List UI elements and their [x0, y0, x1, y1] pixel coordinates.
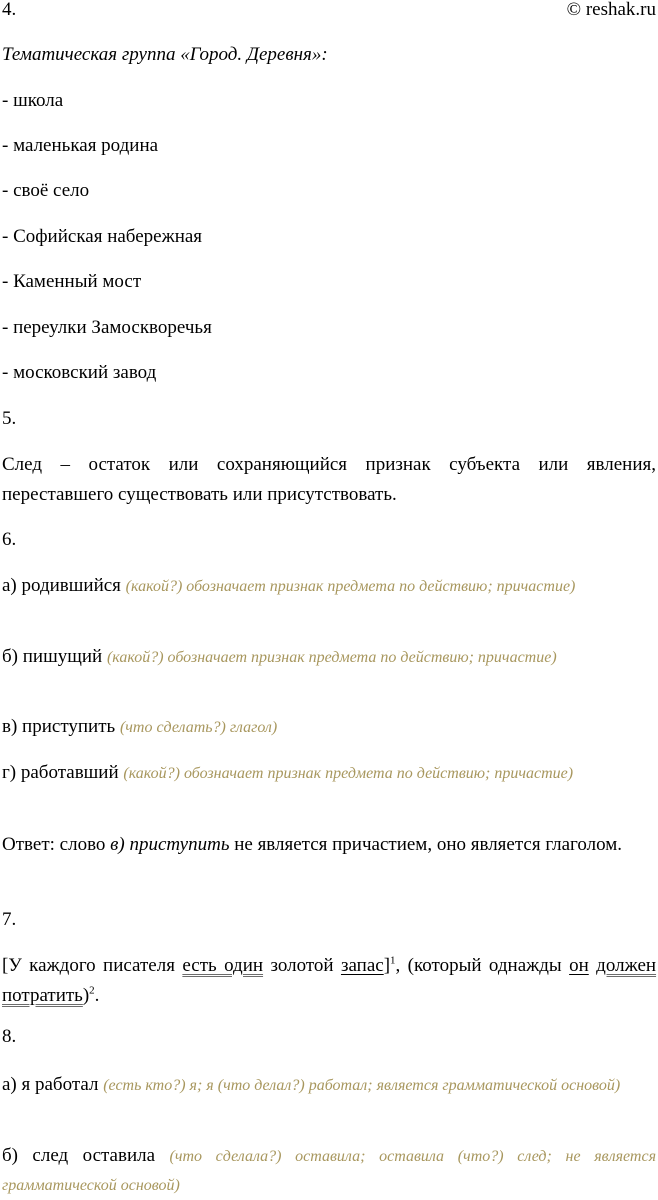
list-item: - своё село: [2, 180, 90, 201]
answer-word: в) приступить: [110, 834, 230, 855]
sentence-part: [У каждого писателя: [2, 955, 175, 976]
sentence-part: ): [82, 985, 90, 1006]
page-header: [2, 0, 656, 23]
exercise-number-8: 8.: [2, 1026, 17, 1047]
item-word: а) я работал: [2, 1074, 99, 1095]
item-note: (что сделать?) глагол): [119, 719, 278, 736]
item-word: в) приступить: [2, 716, 116, 737]
answer-item-v: [2, 714, 656, 741]
item-word: б) след оставила: [2, 1145, 156, 1166]
list-item: - московский завод: [2, 362, 157, 383]
exercise-number-6: 6.: [2, 529, 17, 550]
item-note: (какой?) обозначает признак предмета по действию; причастие): [123, 765, 574, 782]
item-note: (какой?) обозначает признак предмета по действию; причастие): [106, 649, 557, 666]
item-word: а) родившийся: [2, 575, 121, 596]
answer-item-a: [2, 572, 656, 601]
answer-conclusion: [2, 830, 656, 860]
item-note: (что сделала?) оставила; оставила (что?) след; не является грамматической основой): [2, 1148, 657, 1194]
predicate-1: есть один: [182, 955, 264, 976]
predicate-2: должен потратить: [2, 955, 657, 1006]
answer-prefix: Ответ: слово: [2, 834, 106, 855]
sentence-part: золотой: [270, 955, 334, 976]
basis-item-b: [2, 1142, 656, 1200]
sentence-part: .: [94, 985, 100, 1006]
subject-1: запас: [340, 955, 384, 976]
list-item: - Каменный мост: [2, 271, 142, 292]
list-item: - переулки Замоскворечья: [2, 317, 212, 338]
sentence-analysis: [2, 951, 656, 1011]
clause-index-2: 2: [89, 984, 95, 997]
definition-line-2: переставшего существовать или присутствовать.: [2, 484, 397, 505]
exercise-number-5: 5.: [2, 408, 17, 429]
sentence-part: ]: [383, 955, 391, 976]
clause-index-1: 1: [390, 954, 396, 967]
list-item: - Софийская набережная: [2, 226, 203, 247]
item-note: (какой?) обозначает признак предмета по действию; причастие): [125, 578, 576, 595]
thematic-group-title: Тематическая группа «Город. Деревня»:: [2, 44, 328, 65]
answer-item-g: [2, 759, 656, 788]
exercise-number-7: 7.: [2, 909, 17, 930]
item-note: (есть кто?) я; я (что делал?) работал; является грамматической основой): [103, 1077, 621, 1094]
subject-2: он: [569, 955, 589, 976]
answer-suffix: не является причастием, оно является глаголом.: [234, 834, 623, 855]
sentence-part: , (который однажды: [395, 955, 562, 976]
list-item: - маленькая родина: [2, 135, 159, 156]
copyright-label: © reshak.ru: [566, 0, 656, 20]
exercise-number-4: 4.: [2, 0, 17, 20]
item-word: г) работавший: [2, 762, 119, 783]
item-word: б) пишущий: [2, 646, 103, 667]
basis-item-a: [2, 1071, 656, 1100]
list-item: - школа: [2, 90, 64, 111]
definition-line-1: След – остаток или сохраняющийся признак субъекта или явления,: [2, 454, 656, 475]
answer-item-b: [2, 643, 656, 672]
